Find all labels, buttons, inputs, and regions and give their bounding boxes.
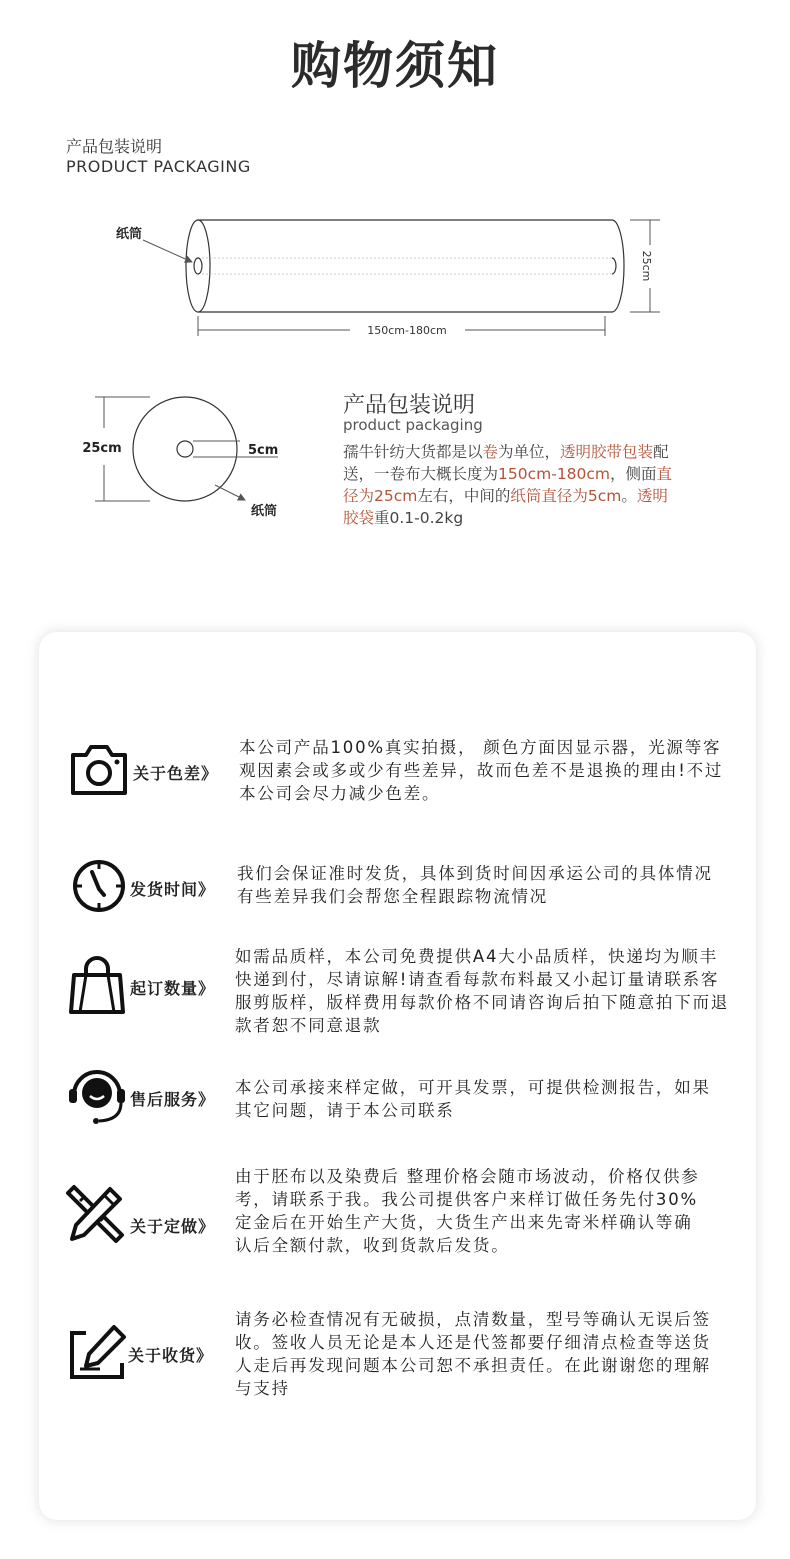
notice-label-color: 关于色差》 (133, 764, 219, 783)
notice-label-custom: 关于定做》 (130, 1217, 216, 1236)
headset-icon (66, 1065, 128, 1127)
notice-text-custom: 由于胚布以及染费后 整理价格会随市场波动，价格仅供参考，请联系于我。我公司提供客户来样订做任务先付30%定金后在开始生产大货，大货生产出来先寄米样确认等确认后全额付款，收到货款后发货。 (235, 1167, 700, 1255)
sign-icon (66, 1323, 128, 1385)
tube-arrow (143, 240, 192, 262)
core-label: 5cm (248, 443, 279, 458)
packaging-title-en: PRODUCT PACKAGING (66, 157, 251, 176)
height-label: 25cm (640, 250, 653, 282)
notice-label-aftersales: 售后服务》 (130, 1090, 216, 1109)
notice-text-aftersales: 本公司承接来样定做，可开具发票，可提供检测报告，如果其它问题，请于本公司联系 (235, 1078, 711, 1120)
pencil-ruler-icon (64, 1183, 126, 1245)
notice-label-moq: 起订数量》 (130, 979, 216, 998)
notice-label-receipt: 关于收货》 (128, 1346, 214, 1365)
info-title: 产品包装说明 (343, 393, 476, 418)
clock-icon (68, 855, 130, 917)
info-subtitle: product packaging (343, 416, 483, 434)
camera-icon (68, 739, 130, 801)
core-tube-arrow (215, 485, 245, 500)
core-tube-label: 纸筒 (251, 504, 278, 519)
notice-text-color: 本公司产品100%真实拍摄， 颜色方面因显示器，光源等客观因素会或多或少有些差异，故而色差不是退换的理由!不过本公司会尽力减少色差。 (239, 738, 724, 803)
notice-text-moq: 如需品质样，本公司免费提供A4大小品质样，快递均为顺丰快递到付，尽请谅解!请查看每款布料最又小起订量请联系客服剪版样，版样费用每款价格不同请咨询后拍下随意拍下而退款者恕不同意退款 (235, 947, 730, 1035)
tube-label: 纸筒 (116, 227, 143, 242)
page-title: 购物须知 (291, 37, 499, 95)
shopping-bag-icon (66, 955, 128, 1017)
notice-label-shipping: 发货时间》 (130, 880, 216, 899)
fabric-roll-side (186, 220, 624, 312)
packaging-title-cn: 产品包装说明 (66, 137, 163, 156)
diameter-label: 25cm (82, 441, 122, 456)
notice-text-receipt: 请务必检查情况有无破损，点清数量，型号等确认无误后签收。签收人员无论是本人还是代签都要仔细清点检查等送货人走后再发现问题本公司恕不承担责任。在此谢谢您的理解与支持 (235, 1310, 711, 1398)
notice-text-shipping: 我们会保证准时发货，具体到货时间因承运公司的具体情况有些差异我们会帮您全程跟踪物流情况 (237, 864, 713, 906)
fabric-roll-end (133, 397, 237, 501)
packaging-description: 孺牛针纺大货都是以卷为单位，透明胶带包装配送，一卷布大概长度为150cm-180cm，侧面直径为25cm左右，中间的纸筒直径为5cm。透明胶袋重0.1-0.2kg (343, 443, 673, 527)
length-label: 150cm-180cm (367, 324, 447, 337)
